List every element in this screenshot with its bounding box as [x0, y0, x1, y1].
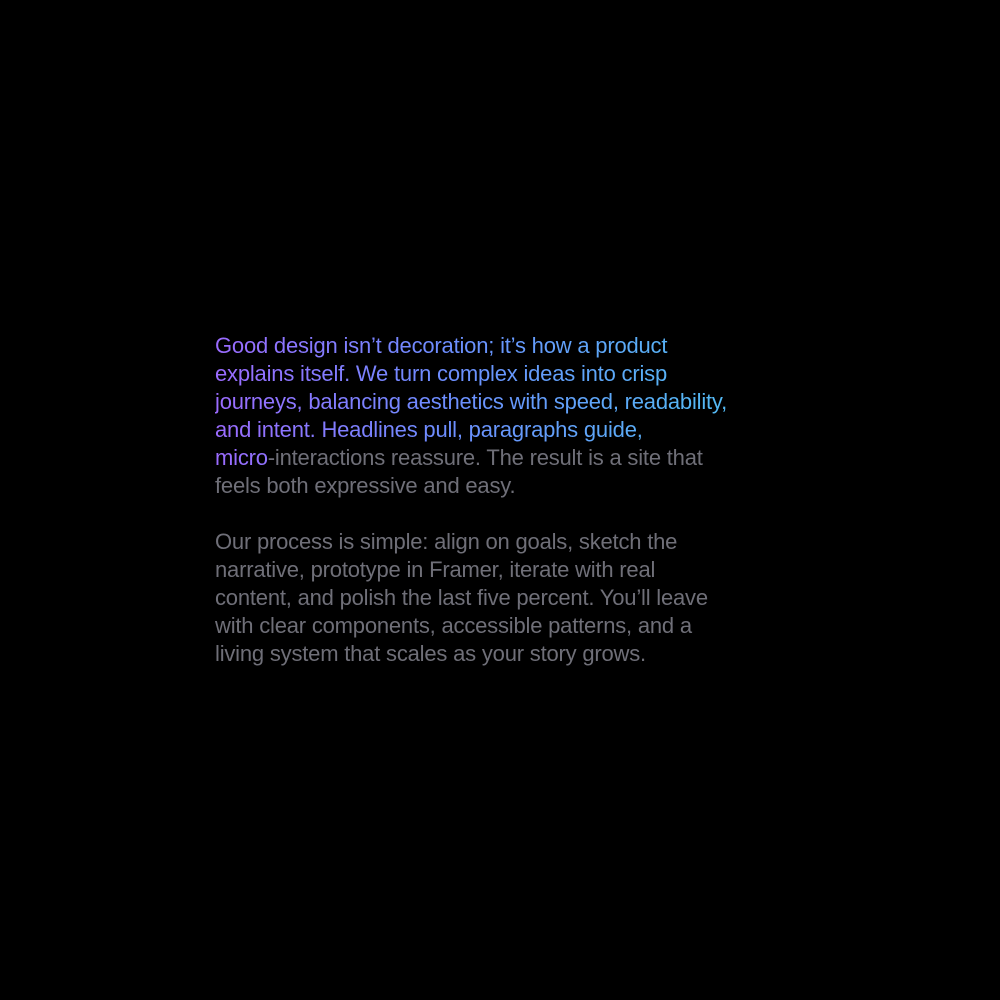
intro-line-6: feels both expressive and easy.: [215, 473, 516, 498]
intro-line-5-highlighted: micro: [215, 445, 268, 470]
intro-line-2: explains itself. We turn complex ideas into crisp: [215, 360, 815, 388]
intro-line-5-dimmed: -interactions reassure. The result is a site that: [267, 445, 703, 470]
process-line-5: living system that scales as your story grows.: [215, 641, 646, 666]
process-line-1: Our process is simple: align on goals, sketch the: [215, 529, 678, 554]
scroll-reveal-text-block: [215, 332, 815, 668]
process-line-2: narrative, prototype in Framer, iterate with real: [215, 557, 656, 582]
intro-paragraph: [215, 332, 815, 500]
process-line-4: with clear components, accessible patterns, and a: [215, 613, 692, 638]
intro-line-5: [215, 444, 815, 472]
intro-line-4: and intent. Headlines pull, paragraphs guide,: [215, 416, 815, 444]
process-paragraph: [215, 528, 815, 668]
intro-line-1: Good design isn’t decoration; it’s how a product: [215, 332, 815, 360]
process-line-3: content, and polish the last five percent. You’ll leave: [215, 585, 708, 610]
intro-line-3: journeys, balancing aesthetics with speed, readability,: [215, 388, 815, 416]
